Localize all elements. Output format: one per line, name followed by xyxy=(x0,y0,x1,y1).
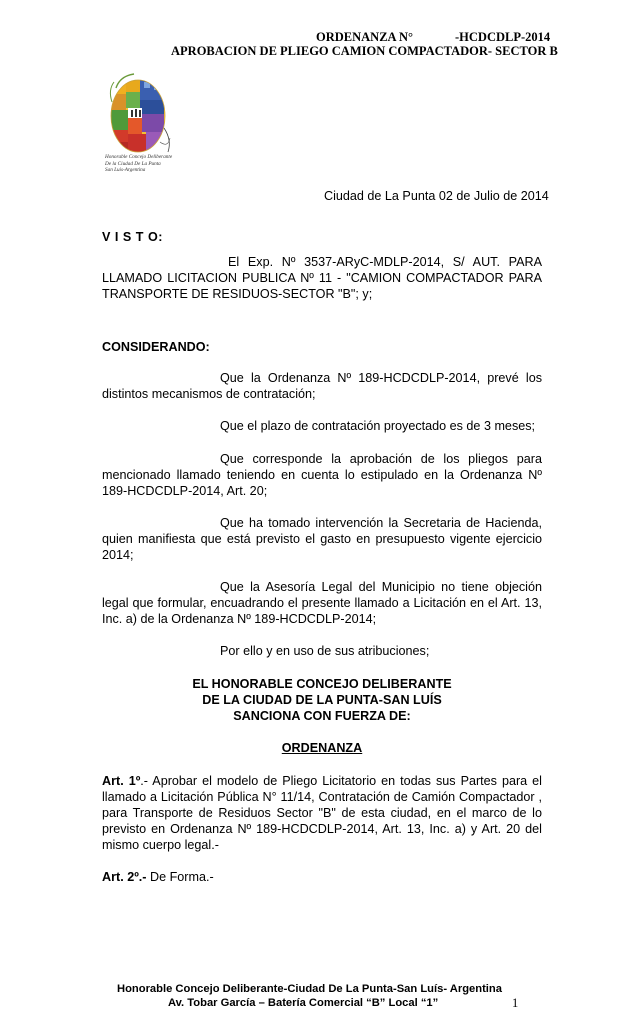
footer-line1: Honorable Concejo Deliberante-Ciudad De La Punta-San Luís- Argentina xyxy=(117,983,502,995)
considerando-p4: Que ha tomado intervención la Secretaria de Hacienda, quien manifiesta que está previsto el gasto en presupuesto vigente ejercicio 2014; xyxy=(102,516,542,562)
logo-caption xyxy=(105,154,172,174)
article-2 xyxy=(102,869,214,885)
sanciona-line3: SANCIONA CON FUERZA DE: xyxy=(233,709,411,723)
article-2-label: Art. 2º.- xyxy=(102,870,147,884)
considerando-p1: Que la Ordenanza Nº 189-HCDCDLP-2014, prevé los distintos mecanismos de contratación; xyxy=(102,371,542,401)
ordenanza-title: ORDENANZA xyxy=(281,741,363,755)
considerando-p6: Por ello y en uso de sus atribuciones; xyxy=(220,644,430,658)
sanciona-line1: EL HONORABLE CONCEJO DELIBERANTE xyxy=(192,677,452,691)
header-ordenanza-label: ORDENANZA N° xyxy=(316,30,414,44)
logo-caption-line3: San Luis-Argentina xyxy=(105,167,146,174)
page-number: 1 xyxy=(512,996,519,1010)
logo-caption-line1: Honorable Concejo Deliberante xyxy=(105,154,173,160)
considerando-p2: Que el plazo de contratación proyectado es de 3 meses; xyxy=(220,419,536,433)
considerando-heading: CONSIDERANDO: xyxy=(102,340,210,354)
visto-heading: V I S T O: xyxy=(102,230,163,244)
header-subject: APROBACION DE PLIEGO CAMION COMPACTADOR- SECTOR B xyxy=(171,44,558,58)
visto-text: El Exp. Nº 3537-ARyC-MDLP-2014, S/ AUT. PARA LLAMADO LICITACION PUBLICA Nº 11 - "CAMION COMPACTADOR PARA TRANSPORTE DE RESIDUOS-SECTOR "B"; y; xyxy=(102,255,542,301)
document-date: Ciudad de La Punta 02 de Julio de 2014 xyxy=(324,189,549,203)
article-2-text: De Forma.- xyxy=(146,870,214,884)
article-1-label: Art. 1º xyxy=(102,774,141,788)
article-1 xyxy=(102,773,542,853)
sanciona-line2: DE LA CIUDAD DE LA PUNTA-SAN LUÍS xyxy=(202,693,442,707)
considerando-p5: Que la Asesoría Legal del Municipio no tiene objeción legal que formular, encuadrando el presente llamado a Licitación en el Art. 13, Inc. a) de la Ordenanza Nº 189-HCDCDLP-2014; xyxy=(102,580,542,626)
article-1-text: .- Aprobar el modelo de Pliego Licitatorio en todas sus Partes para el llamado a Licitación Pública N° 11/14, Contratación de Camión Compactador , para Transporte de Residuos Sector "B" de esta ciudad, en el marco de lo previsto en Ordenanza Nº 189-HCDCDLP-2014, Art. 13, Inc. a) y Art. 20 del mismo cuerpo legal.- xyxy=(102,774,542,852)
footer-line2: Av. Tobar García – Batería Comercial “B” Local “1” xyxy=(168,997,439,1009)
considerando-p3: Que corresponde la aprobación de los pliegos para mencionado llamado teniendo en cuenta lo estipulado en la Ordenanza Nº 189-HCDCDLP-2014, Art. 20; xyxy=(102,452,542,498)
header-ordenanza-number: -HCDCDLP-2014 xyxy=(455,30,551,44)
logo-caption-line2: De la Ciudad De La Punta xyxy=(105,160,161,167)
